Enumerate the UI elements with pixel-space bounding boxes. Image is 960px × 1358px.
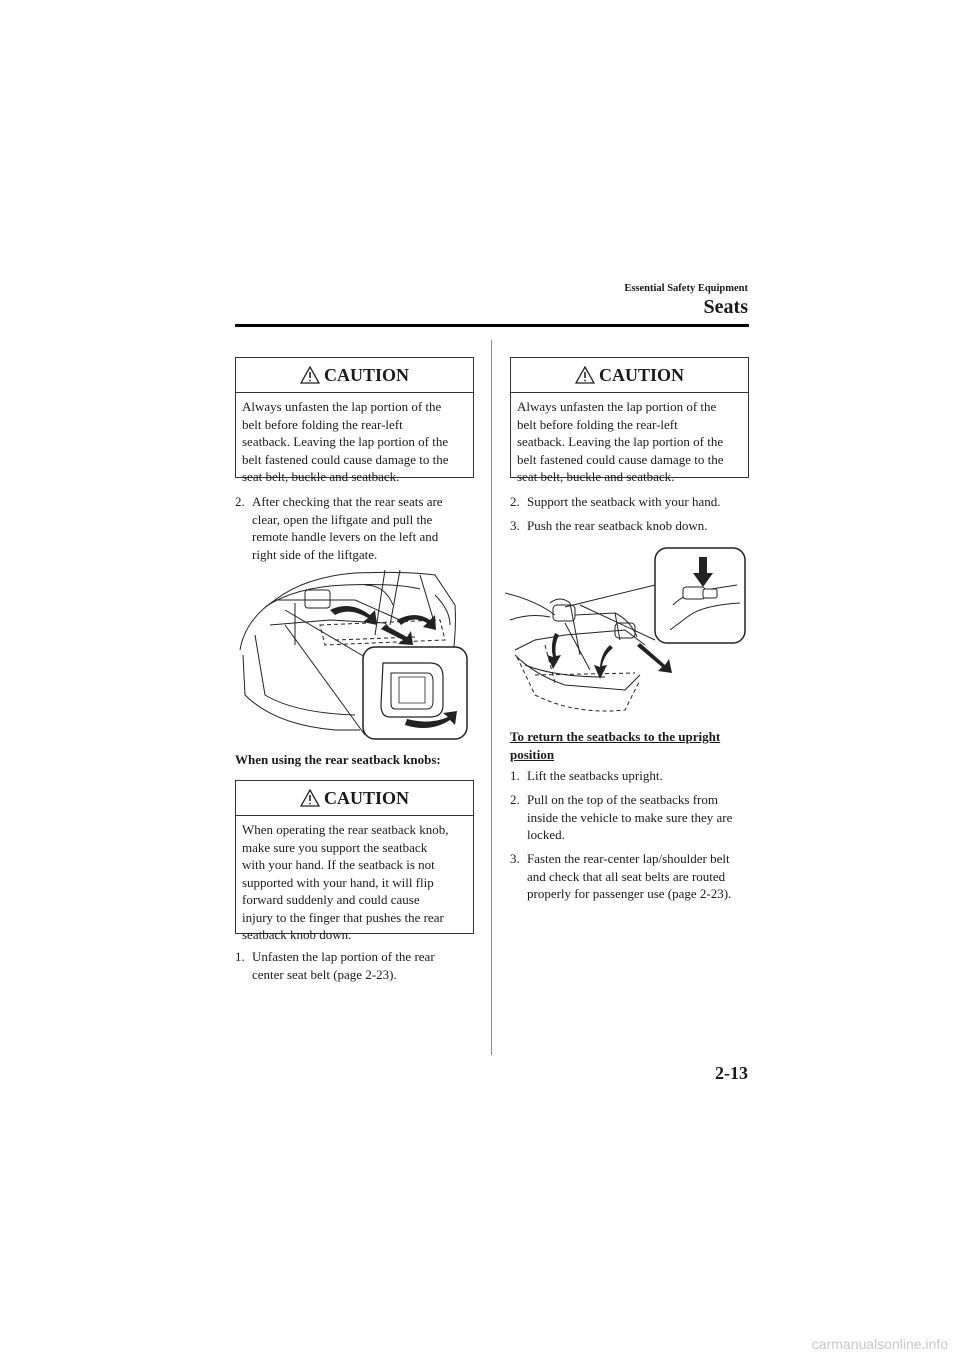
return-heading <box>510 728 750 763</box>
step-line: locked. <box>527 827 565 842</box>
step-number: 1. <box>510 768 520 783</box>
page-title: Seats <box>703 296 748 318</box>
caution-line: seatback. Leaving the lap portion of the <box>517 434 724 449</box>
caution-line: When operating the rear seatback knob, <box>242 822 449 837</box>
return-step-2 <box>510 791 760 845</box>
warning-triangle-icon <box>575 366 595 384</box>
caution-line: make sure you support the seatback <box>242 839 428 855</box>
step-number: 1. <box>235 949 245 964</box>
column-divider <box>491 340 492 1055</box>
step-line: properly for passenger use (page 2-23). <box>527 886 732 901</box>
step-1-left <box>235 948 485 984</box>
step-number: 2. <box>235 494 245 509</box>
step-number: 3. <box>510 851 520 866</box>
return-step-3 <box>510 850 760 904</box>
header-rule <box>235 324 749 327</box>
step-number: 2. <box>510 792 520 807</box>
caution-box-left-2 <box>235 780 474 942</box>
caution-line: Always unfasten the lap portion of the <box>242 399 442 414</box>
step-line: Support the seatback with your hand. <box>527 494 721 509</box>
caution-line: with your hand. If the seatback is not <box>242 857 435 872</box>
step-line: Unfasten the lap portion of the rear <box>252 949 435 964</box>
caution-header <box>236 358 473 393</box>
caution-box-left-1 <box>235 357 474 484</box>
caution-line: seat belt, buckle and seatback. <box>242 469 400 484</box>
return-heading-line: position <box>510 746 555 762</box>
caution-heading: CAUTION <box>323 364 409 385</box>
caution-header <box>511 358 748 393</box>
step-number: 3. <box>510 518 520 533</box>
step-line: center seat belt (page 2-23). <box>252 966 397 982</box>
warning-triangle-icon <box>300 366 320 384</box>
caution-line: belt fastened could cause damage to the <box>242 451 449 467</box>
step-line: inside the vehicle to make sure they are <box>527 809 733 825</box>
step-line: Push the rear seatback knob down. <box>527 518 708 533</box>
step-line: Pull on the top of the seatbacks from <box>527 792 718 807</box>
step-2-left <box>235 493 485 565</box>
return-heading-line: To return the seatbacks to the upright <box>510 729 721 744</box>
step-number: 2. <box>510 494 520 509</box>
caution-line: forward suddenly and could cause <box>242 892 420 907</box>
step-line: After checking that the rear seats are <box>252 494 443 509</box>
caution-line: seatback. Leaving the lap portion of the <box>242 434 449 449</box>
step-2-right <box>510 493 760 511</box>
caution-line: belt fastened could cause damage to the <box>517 451 724 467</box>
caution-line: belt before folding the rear-left <box>517 416 678 432</box>
step-line: Lift the seatbacks upright. <box>527 768 663 783</box>
caution-header <box>236 781 473 816</box>
caution-heading: CAUTION <box>598 364 684 385</box>
step-line: right side of the liftgate. <box>252 546 378 562</box>
caution-line: belt before folding the rear-left <box>242 416 403 432</box>
seatback-knob-illustration <box>505 545 750 720</box>
caution-line: seatback knob down. <box>242 927 352 942</box>
step-line: Fasten the rear-center lap/shoulder belt <box>527 851 730 866</box>
knobs-heading: When using the rear seatback knobs: <box>235 752 441 767</box>
caution-line: injury to the finger that pushes the rear <box>242 909 444 925</box>
caution-line: Always unfasten the lap portion of the <box>517 399 717 414</box>
watermark[interactable]: carmanualsonline.info <box>811 1336 948 1352</box>
warning-triangle-icon <box>300 789 320 807</box>
caution-line: supported with your hand, it will flip <box>242 874 434 890</box>
caution-line: seat belt, buckle and seatback. <box>517 469 675 484</box>
step-line: clear, open the liftgate and pull the <box>252 511 433 527</box>
step-3-right <box>510 517 760 535</box>
step-line: remote handle levers on the left and <box>252 529 439 544</box>
section-title: Essential Safety Equipment <box>624 283 748 294</box>
return-step-1 <box>510 767 760 785</box>
step-line: and check that all seat belts are routed <box>527 868 726 884</box>
caution-box-right <box>510 357 749 484</box>
page-number: 2-13 <box>715 1063 748 1083</box>
caution-heading: CAUTION <box>323 787 409 808</box>
liftgate-illustration <box>235 565 470 740</box>
